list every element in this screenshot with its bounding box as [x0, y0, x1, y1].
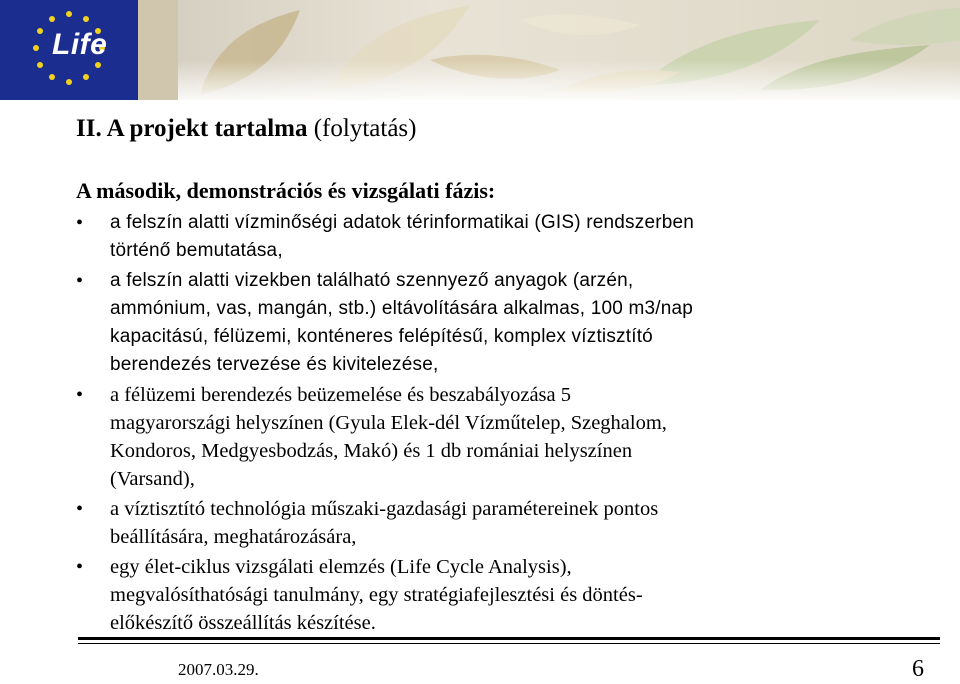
bullet-item [76, 209, 856, 265]
slide-title-suffix: (folytatás) [307, 115, 417, 142]
life-logo-text: Life [52, 28, 108, 61]
footer-rule-thin [78, 643, 940, 644]
bullet-line: a felszín alatti vízminőségi adatok térinformatikai (GIS) rendszerben [110, 212, 695, 233]
bullet-line: ammónium, vas, mangán, stb.) eltávolítására alkalmas, 100 m3/nap [110, 298, 694, 319]
header-graphic [0, 0, 960, 100]
bullet-line: a félüzemi berendezés beüzemelése és beszabályozása 5 [110, 384, 571, 406]
bullet-line: egy élet-ciklus vizsgálati elemzés (Life Cycle Analysis), [110, 556, 572, 578]
bullet-item [76, 495, 856, 551]
bullet-line: magyarországi helyszínen (Gyula Elek-dél Vízműtelep, Szeghalom, [110, 412, 667, 434]
bullet-line: a víztisztító technológia műszaki-gazdasági paramétereinek pontos [110, 498, 659, 520]
header-banner [0, 0, 960, 100]
section-heading: A második, demonstrációs és vizsgálati fázis: [76, 178, 496, 203]
bullet-icon: • [76, 498, 84, 520]
bullet-icon: • [76, 384, 84, 406]
bullet-line: megvalósíthatósági tanulmány, egy stratégiafejlesztési és döntés- [110, 584, 643, 606]
bullet-item [76, 267, 856, 379]
footer-date: 2007.03.29. [178, 660, 259, 679]
slide-title [76, 113, 416, 145]
bullet-icon: • [76, 270, 84, 292]
bullet-line: (Varsand), [110, 468, 195, 490]
bullet-line: a felszín alatti vizekben található szennyező anyagok (arzén, [110, 270, 634, 291]
page-number: 6 [912, 656, 924, 682]
bullet-list [76, 209, 856, 639]
bullet-item [76, 553, 856, 637]
bullet-line: beállítására, meghatározására, [110, 526, 357, 548]
bullet-line: berendezés tervezése és kivitelezése, [110, 354, 439, 375]
bullet-icon: • [76, 556, 84, 578]
bullet-line: Kondoros, Medgyesbodzás, Makó) és 1 db romániai helyszínen [110, 440, 633, 462]
bullet-line: kapacitású, félüzemi, konténeres felépítésű, komplex víztisztító [110, 326, 653, 347]
bullet-item [76, 381, 856, 493]
bullet-line: történő bemutatása, [110, 240, 283, 261]
bullet-line: előkészítő összeállítás készítése. [110, 612, 376, 634]
bullet-icon: • [76, 212, 84, 234]
footer-rule [78, 637, 940, 640]
slide-title-main: II. A projekt tartalma [76, 115, 308, 142]
